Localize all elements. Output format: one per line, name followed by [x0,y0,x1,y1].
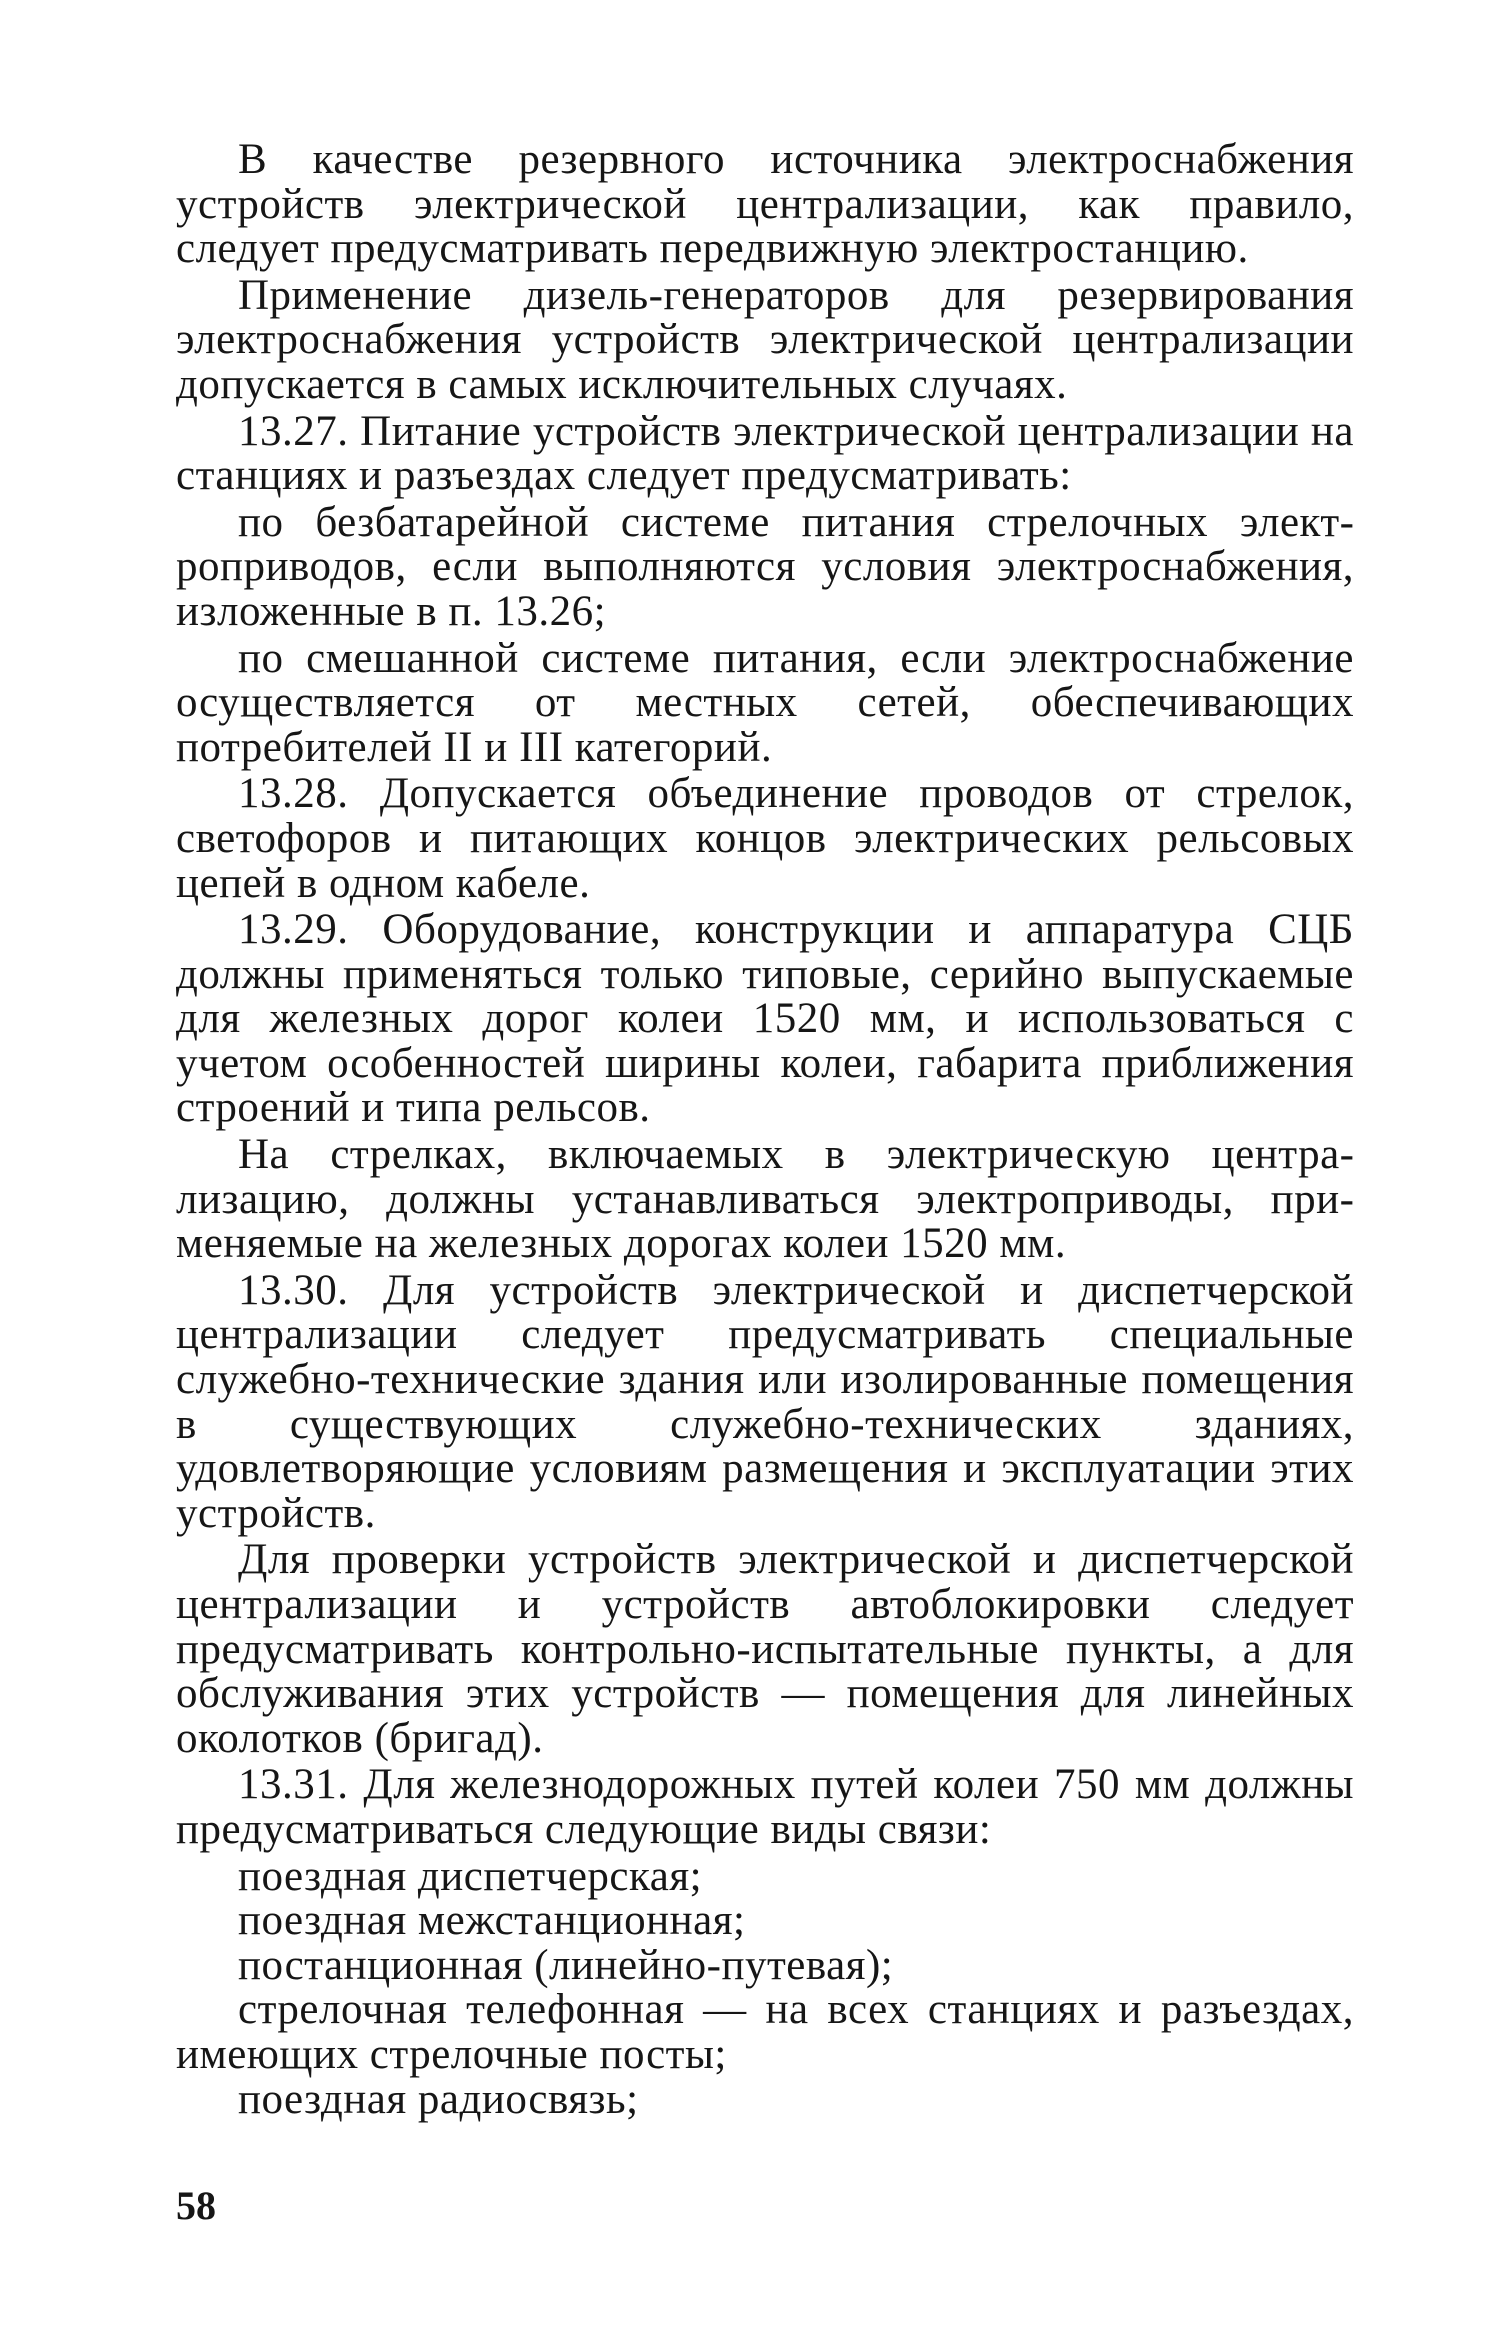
list-item: поездная диспетчерская; [238,1852,703,1900]
paragraph-13-29: 13.29. Оборудование, конструкции и аппаратура СЦБ должны применяться только типовые, серийно выпускаемые для железных дорог колеи 1520 мм, и использоваться с учетом особенностей ширины колеи, габарита приближения строений и типа рельсов. [176,906,1354,1132]
paragraph-13-27: 13.27. Питание устройств электрической централизации на станциях и разъездах следует предусматривать: [176,407,1354,500]
list-item: стрелочная телефонная — на всех станциях и разъездах, имеющих стрелочные посты; [176,1986,1354,2078]
list-item: поездная радиосвязь; [238,2075,639,2123]
communication-types-list [176,1852,1354,2123]
page-body [176,138,1354,2122]
paragraph-diesel-generators: Применение дизель-генераторов для резервирования электроснабжения устройств электрической централизации допускается в самых исключительных случаях. [176,271,1354,408]
paragraph-switch-drives: На стрелках, включаемых в электрическую централизацию, должны устанавливаться электроприводы, применяемые на железных дорогах колеи 1520 мм. [176,1131,1354,1268]
paragraph-batteryless-system: по безбатарейной системе питания стрелочных электроприводов, если выполняются условия электроснабжения, изложенные в п. 13.26; [176,498,1354,635]
paragraph-test-points: Для проверки устройств электрической и диспетчерской централизации и устройств автоблокировки следует предусматривать контрольно-испытательные пункты, а для обслуживания этих устройств — помещения для линейных околотков (бригад). [176,1536,1354,1762]
page-number: 58 [176,2183,216,2228]
paragraph-reserve-power: В качестве резервного источника электроснабжения устройств электрической централизации, как правило, следует предусматривать передвижную электростанцию. [176,136,1354,273]
list-item: постанционная (линейно-путевая); [238,1941,894,1989]
paragraph-13-31: 13.31. Для железнодорожных путей колеи 750 мм должны предусматриваться следующие виды связи: [176,1761,1354,1853]
paragraph-mixed-system: по смешанной системе питания, если электроснабжение осуществляется от местных сетей, обеспечивающих потребителей II и III категорий. [176,634,1354,771]
paragraph-13-30: 13.30. Для устройств электрической и диспетчерской централизации следует предусматривать специальные служебно-технические здания или изолированные помещения в существующих служебно-технических зданиях, удовлетворяющие условиям размещения и эксплуатации этих устройств. [176,1266,1354,1537]
list-item: поездная межстанционная; [238,1897,746,1945]
paragraph-13-28: 13.28. Допускается объединение проводов от стрелок, светофоров и питающих концов электрических рельсовых цепей в одном кабеле. [176,770,1354,907]
